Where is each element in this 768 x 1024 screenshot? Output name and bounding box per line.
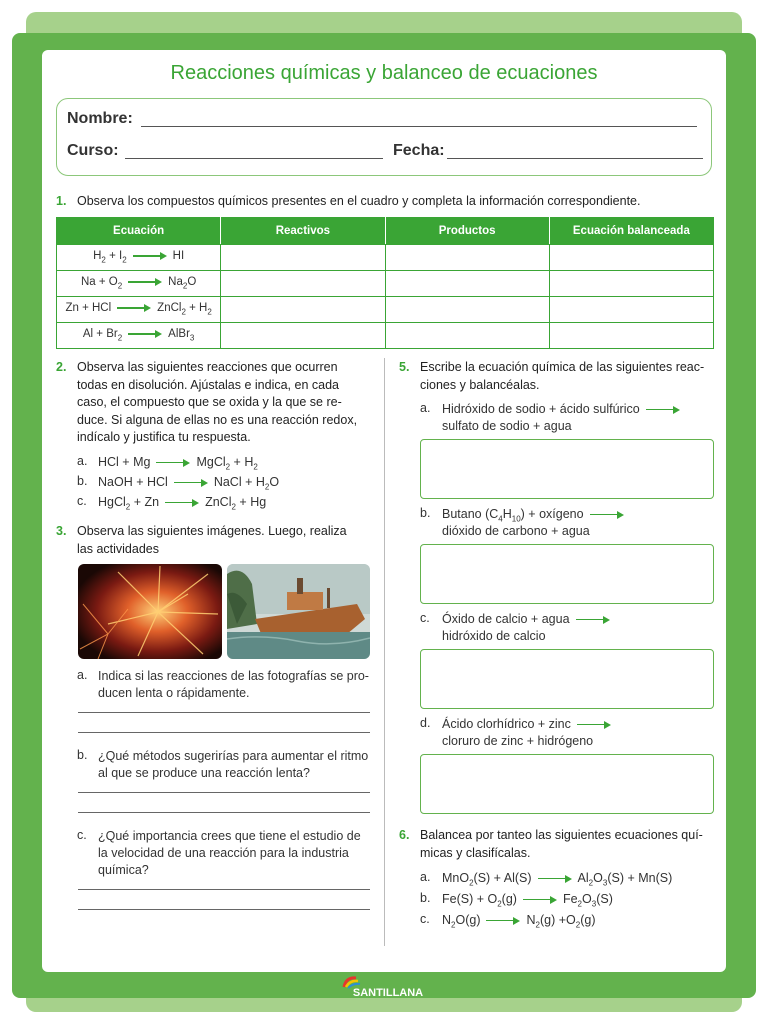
answer-box[interactable] <box>420 754 714 814</box>
text-line: micas y clasifícalas. <box>420 845 531 860</box>
question-1-text: Observa los compuestos químicos presentes en el cuadro y completa la información correspondiente. <box>77 194 641 208</box>
equation-cell <box>57 323 221 349</box>
text-line: caso, el compuesto que se oxida y la que se re- <box>77 395 342 409</box>
nombre-label: Nombre: <box>67 110 133 127</box>
reactivos-cell[interactable] <box>221 245 385 271</box>
reaction-arrow-icon <box>165 499 199 507</box>
reactants: NaOH + HCl <box>98 475 168 489</box>
answer-box[interactable] <box>420 439 714 499</box>
answer-line[interactable] <box>78 792 370 793</box>
answer-box[interactable] <box>420 649 714 709</box>
question-6-number: 6. <box>399 828 410 842</box>
reactants: Butano $(C_4H_{10})$ + oxígeno <box>442 507 584 524</box>
text-line: ¿Qué importancia crees que tiene el estudio de <box>98 829 361 843</box>
question-2-number: 2. <box>56 360 67 374</box>
products: ZnCl$_2$ + $H_2$ <box>157 302 212 317</box>
reactivos-cell[interactable] <box>221 297 385 323</box>
item-products: cloruro de zinc + hidrógeno <box>442 734 594 748</box>
text-line: química? <box>98 863 149 877</box>
balanced-equation-cell[interactable] <box>549 297 713 323</box>
item-reactants <box>442 716 617 733</box>
reactants: Zn + HCl <box>65 302 112 315</box>
santillana-logo <box>338 975 438 1003</box>
question-1-number: 1. <box>56 194 67 208</box>
reaction-equation <box>442 912 595 934</box>
balanced-equation-cell[interactable] <box>549 271 713 297</box>
reactants: $N_2O(g)$ <box>442 913 481 930</box>
reaction-equation <box>442 891 613 913</box>
item-letter: c. <box>420 611 430 625</box>
item-reactants <box>442 401 686 418</box>
curso-field[interactable] <box>125 158 383 159</box>
products: HI <box>172 250 185 263</box>
text-line: las actividades <box>77 541 159 556</box>
item-letter: b. <box>420 506 431 520</box>
equation-cell <box>57 271 221 297</box>
answer-box[interactable] <box>420 544 714 604</box>
reactivos-cell[interactable] <box>221 271 385 297</box>
text-line: Observa las siguientes imágenes. Luego, realiza <box>77 524 347 538</box>
question-2-text <box>77 359 369 447</box>
item-prompt <box>98 668 370 702</box>
reaction-arrow-icon <box>538 875 572 883</box>
table-header-row <box>57 218 714 245</box>
text-line: Escribe la ecuación química de las siguientes reac- <box>420 360 705 374</box>
table-header-cell: Ecuación <box>57 218 221 245</box>
reaction-equation <box>98 494 266 516</box>
table-body <box>57 245 714 349</box>
item-letter: c. <box>77 828 87 842</box>
table-header-cell: Reactivos <box>221 218 385 245</box>
productos-cell[interactable] <box>385 297 549 323</box>
table-row <box>57 245 714 271</box>
table-row <box>57 323 714 349</box>
reaction-arrow-icon <box>590 511 624 519</box>
reaction-arrow-icon <box>576 616 610 624</box>
item-letter: c. <box>420 912 430 926</box>
text-line: indícalo y justifica tu respuesta. <box>77 430 251 444</box>
reactants: HCl + Mg <box>98 455 151 469</box>
reaction-arrow-icon <box>174 479 208 487</box>
reaction-arrow-icon <box>646 406 680 414</box>
answer-line[interactable] <box>78 889 370 890</box>
reaction-arrow-icon <box>577 721 611 729</box>
reaction-arrow-icon <box>117 304 151 312</box>
reactants: $Na + O_2$ <box>80 276 123 291</box>
fecha-field[interactable] <box>447 158 703 159</box>
item-letter: a. <box>420 870 431 884</box>
curso-label: Curso: <box>67 142 119 159</box>
balanced-equation-cell[interactable] <box>549 245 713 271</box>
item-letter: a. <box>420 401 431 415</box>
question-3-text <box>77 523 369 558</box>
reaction-arrow-icon <box>128 278 162 286</box>
products: $Fe_2O_3(S)$ <box>562 892 613 909</box>
item-products: dióxido de carbono + agua <box>442 524 590 538</box>
answer-line[interactable] <box>78 712 370 713</box>
reactants: Hidróxido de sodio + ácido sulfúrico <box>442 402 640 416</box>
reactants: Ácido clorhídrico + zinc <box>442 717 571 731</box>
table-header-cell: Ecuación balanceada <box>549 218 713 245</box>
item-prompt <box>98 748 370 782</box>
productos-cell[interactable] <box>385 245 549 271</box>
equations-table <box>56 217 714 349</box>
answer-line[interactable] <box>78 812 370 813</box>
products: $N_2(g) +O_2(g)$ <box>526 913 596 930</box>
reactants: HgCl$_2$ + Zn <box>98 495 160 512</box>
text-line: Observa las siguientes reacciones que ocurren <box>77 360 338 374</box>
text-line: ducen lenta o rápidamente. <box>98 686 250 700</box>
item-letter: b. <box>420 891 431 905</box>
text-line: duce. Si alguna de ellas no es una reacción redox, <box>77 412 358 427</box>
reactants: $H_2 + I_2$ <box>93 250 127 265</box>
products: $Al_2O_3(S) + Mn(S)$ <box>577 871 673 888</box>
page-title: Reacciones químicas y balanceo de ecuaciones <box>170 62 598 84</box>
table-header-cell: Productos <box>385 218 549 245</box>
item-products: hidróxido de calcio <box>442 629 546 643</box>
reaction-arrow-icon <box>133 252 167 260</box>
products: NaCl + $H_2O$ <box>213 475 280 492</box>
item-letter: b. <box>77 474 88 488</box>
reaction-arrow-icon <box>523 896 557 904</box>
fireworks-photo <box>78 564 222 659</box>
products: MgCl$_2$ + $H_2$ <box>196 455 258 472</box>
balanced-equation-cell[interactable] <box>549 323 713 349</box>
text-line: ciones y balancéalas. <box>420 377 540 392</box>
text-line: la velocidad de una reacción para la industria <box>98 846 349 860</box>
answer-line[interactable] <box>78 732 370 733</box>
item-letter: a. <box>77 454 88 468</box>
productos-cell[interactable] <box>385 271 549 297</box>
item-letter: a. <box>77 668 88 682</box>
reaction-equation <box>442 870 672 892</box>
question-5-text <box>420 359 715 394</box>
answer-line[interactable] <box>78 909 370 910</box>
brand-name: SANTILLANA <box>352 987 424 999</box>
item-letter: b. <box>77 748 88 762</box>
equation-cell <box>57 297 221 323</box>
productos-cell[interactable] <box>385 323 549 349</box>
reaction-equation <box>98 454 258 476</box>
products: $Na_2O$ <box>168 276 197 291</box>
item-letter: c. <box>77 494 87 508</box>
reaction-arrow-icon <box>486 917 520 925</box>
reactants: MnO$_2$(S) + Al(S) <box>442 871 532 888</box>
student-info-box <box>56 98 712 176</box>
products: AlBr$_3$ <box>168 328 195 343</box>
question-6-text <box>420 827 715 862</box>
worksheet <box>42 50 726 972</box>
fecha-label: Fecha: <box>393 142 445 159</box>
shipwreck-photo <box>227 564 370 659</box>
question-3-number: 3. <box>56 524 67 538</box>
column-divider <box>384 358 385 946</box>
item-letter: d. <box>420 716 431 730</box>
question-5-number: 5. <box>399 360 410 374</box>
reactants: $Fe(S) + O_2(g)$ <box>442 892 517 909</box>
reactants: $Al + Br_2$ <box>82 328 123 343</box>
text-line: Balancea por tanteo las siguientes ecuaciones quí- <box>420 828 703 842</box>
reaction-arrow-icon <box>128 330 162 338</box>
table-row <box>57 271 714 297</box>
nombre-field[interactable] <box>141 126 697 127</box>
item-prompt <box>98 828 370 879</box>
equation-cell <box>57 245 221 271</box>
reactants: Óxido de calcio + agua <box>442 612 570 626</box>
reactivos-cell[interactable] <box>221 323 385 349</box>
text-line: Indica si las reacciones de las fotografías se pro- <box>98 669 369 683</box>
reaction-arrow-icon <box>156 459 190 467</box>
item-products: sulfato de sodio + agua <box>442 419 572 433</box>
text-line: ¿Qué métodos sugerirías para aumentar el ritmo <box>98 749 369 763</box>
text-line: al que se produce una reacción lenta? <box>98 766 310 780</box>
reaction-equation <box>98 474 279 496</box>
text-line: todas en disolución. Ajústalas e indica, en cada <box>77 377 339 392</box>
item-reactants <box>442 611 616 628</box>
products: ZnCl$_2$ + Hg <box>205 495 267 512</box>
table-row <box>57 297 714 323</box>
